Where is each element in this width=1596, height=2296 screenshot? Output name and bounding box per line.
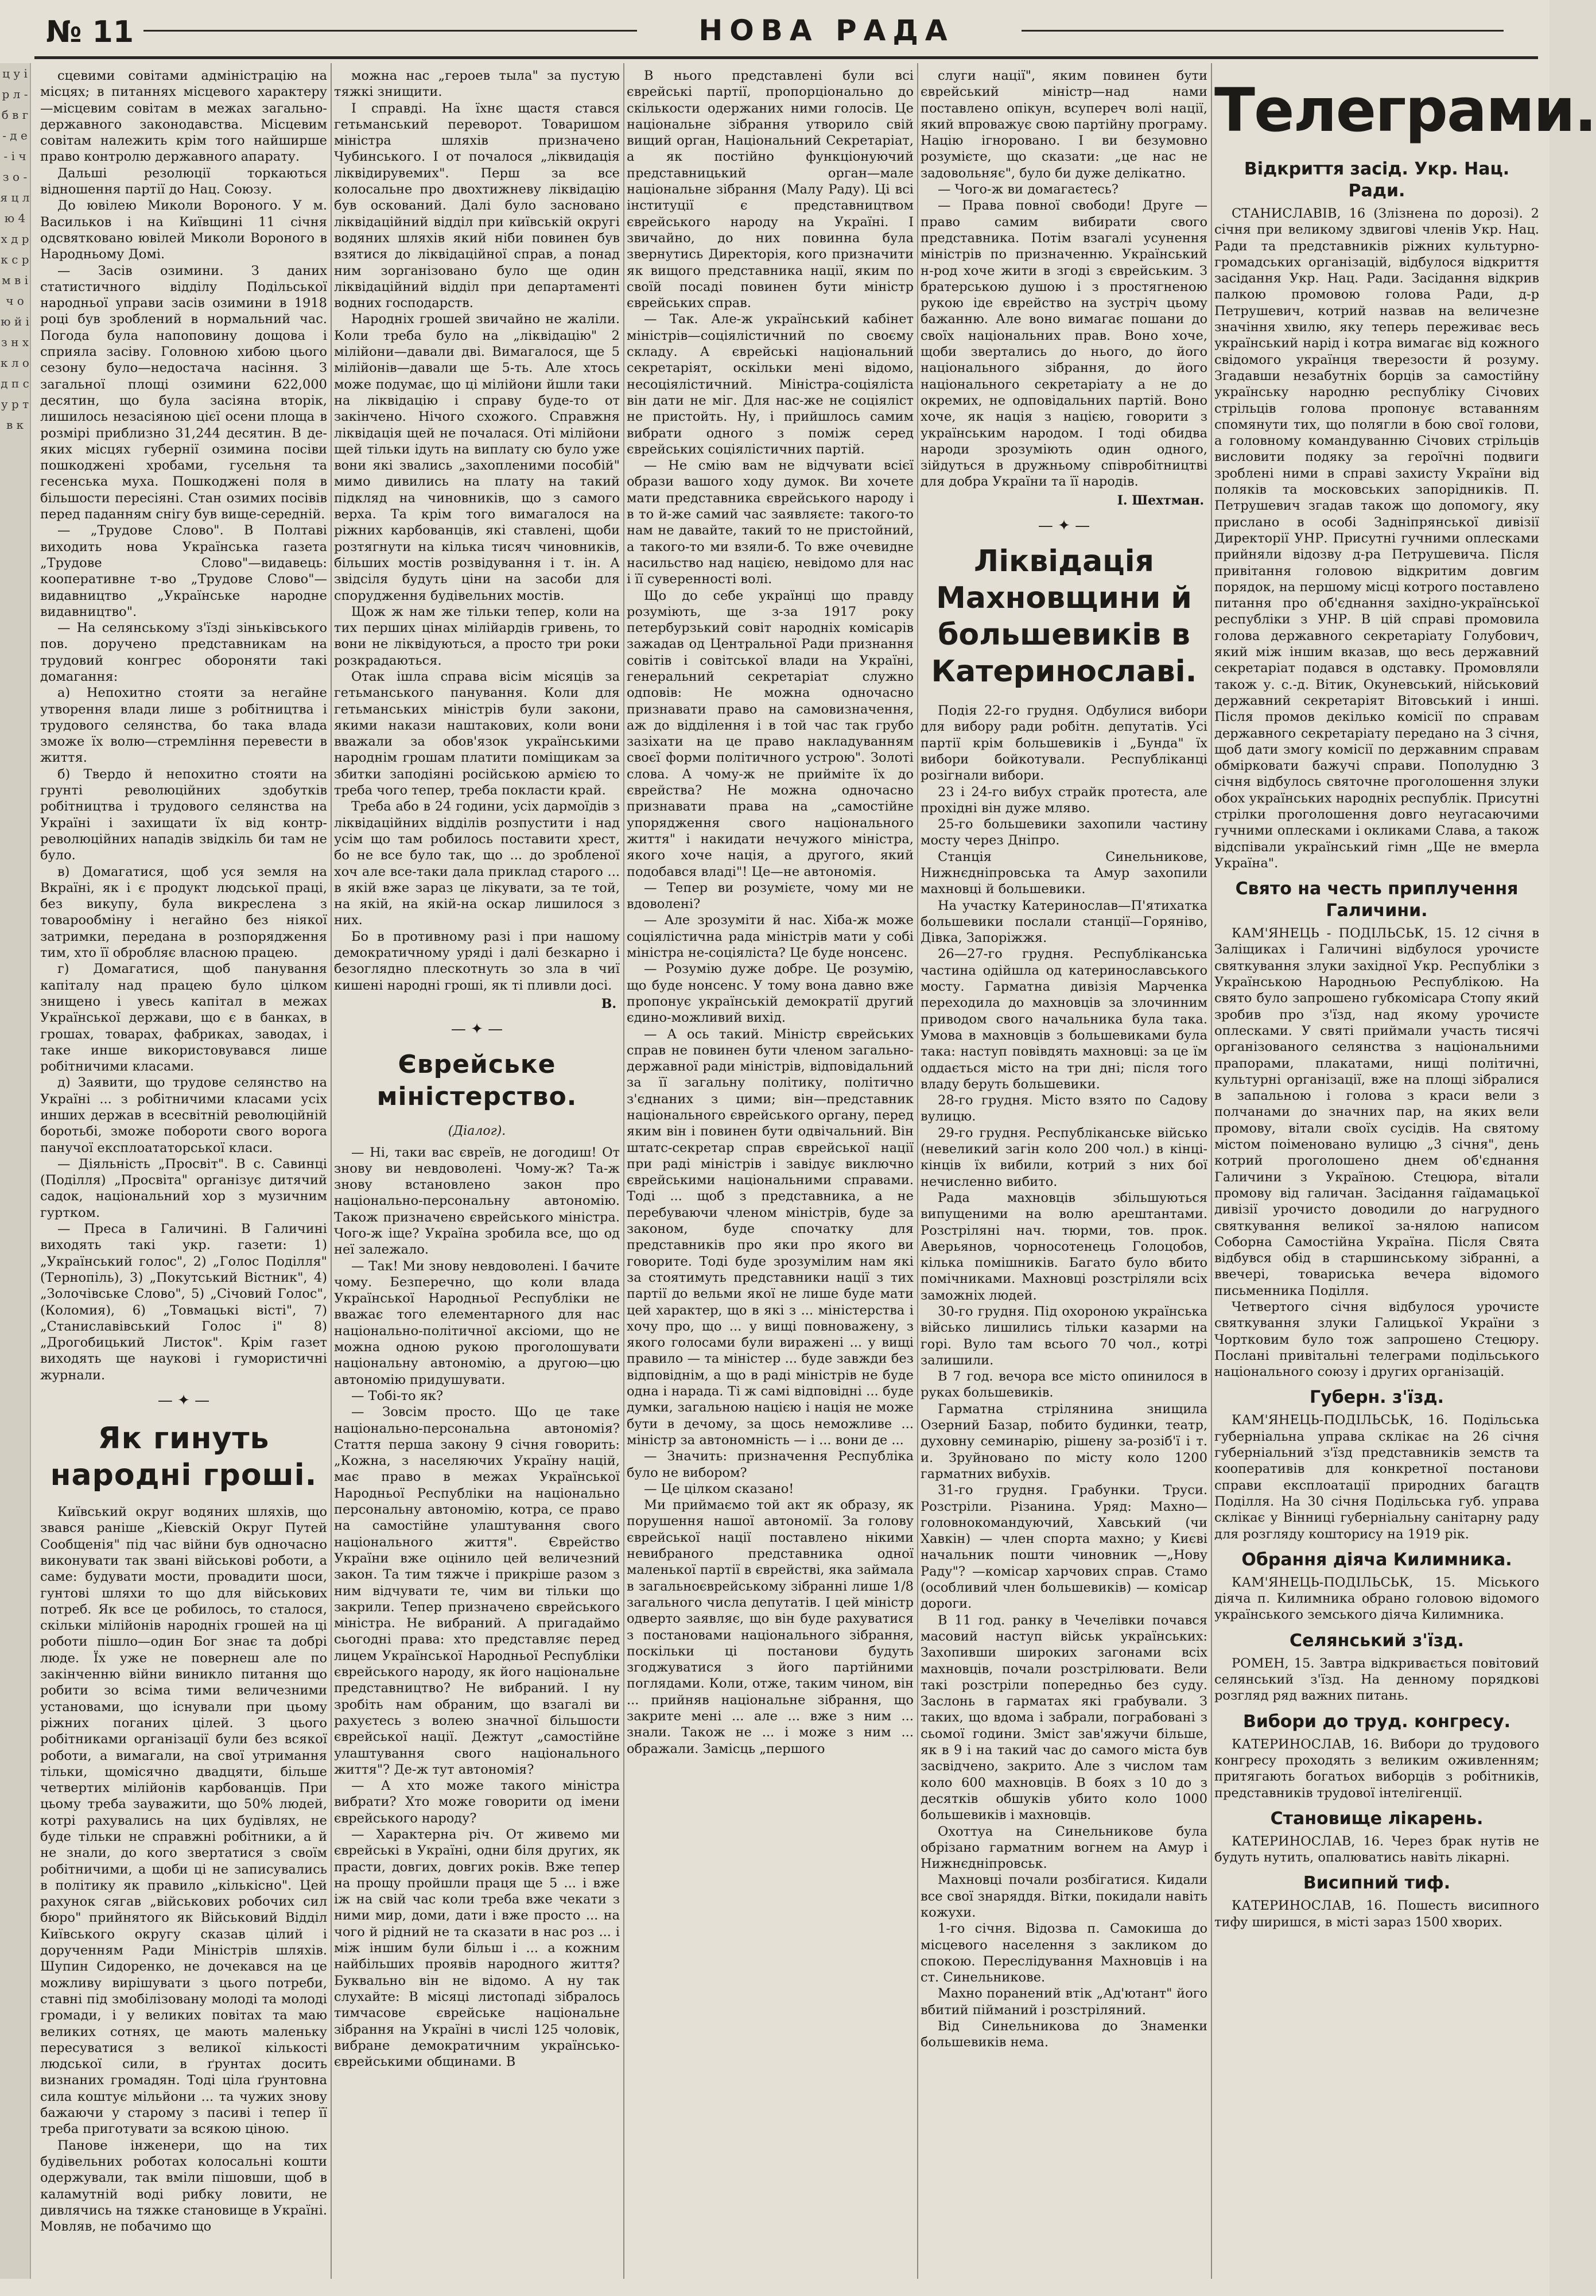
page-header xyxy=(34,5,1538,51)
paragraph: — Ні, таки вас євреїв, не догодиш! От знову ви невдоволені. Чому-ж? Та-ж знову встановлено закон про національно-персональну автономію. Також призначено єврейського міністра. Чого-ж іще? Україна зробила все, що од неї залежало. xyxy=(334,1145,620,1258)
header-flourish-left xyxy=(143,30,637,32)
paragraph: — А хто може такого міністра вибрати? Хто може говорити од імени єврейського народу? xyxy=(334,1778,620,1826)
paragraph: КАМ'ЯНЕЦЬ-ПОДІЛЬСЬК, 16. Подільська губерніальна управа склікає на 26 січня губерніальний з'їзд представників земств та кооперативів для конкретної постанови справи експлоатації природних багацтв Поділля. На 30 січня Подільська губ. управа склікає у Вінниці губерніальну санітарну раду для розгляду кошторису на 1919 рік. xyxy=(1214,1413,1539,1542)
article-title-money: Як гинуть народні гроші. xyxy=(50,1421,317,1493)
paragraph: — Тобі-то як? xyxy=(351,1388,444,1403)
paragraph: КАТЕРИНОСЛАВ, 16. Пошесть висипного тифу ширишся, в місті зараз 1500 хворих. xyxy=(1214,1898,1539,1930)
paragraph: — Але зрозуміти й нас. Хіба-ж може соціялістична рада міністрів мати у собі міністра не-соціяліста? Це буде нонсенс. xyxy=(627,913,914,961)
article-signature: І. Шехтман. xyxy=(1117,492,1204,508)
paragraph: 23 і 24-го вибух страйк протеста, але прохідні він дуже мляво. xyxy=(921,784,1207,816)
paragraph: — Тепер ви розумієте, чому ми не вдоволені? xyxy=(627,880,914,912)
left-margin-strip: ц у і р л - б в г - д е - і ч з о - я ц л ю 4 х д р к с р м в і ч о ю й і з н х к л о д п с у р т в к xyxy=(0,63,31,2279)
paragraph: Щож ж нам же тільки тепер, коли на тих перших цінах мілійардів гривень, то вони не ліквідуються, а просто три роки розкрадаються. xyxy=(334,604,620,668)
paragraph: Київський округ водяних шляхів, що звався раніше „Кіевскій Округ Путей Сообщенія" під час війни був одночасно виконувати так звані військові роботи, а саме: будувати мости, провадити шоси, гунтові шляхи то що для військових потреб. Як все це робилось, то сталося, скільки мілійонів народніх грошей на ці роботи пішло—один Бог знає та добрі люде. Їх уже не повернеш але по закінченню війни виникло питання що робити зо всіма тими величезними установами, що існували при цьому ріжних поганих цілей. З цього робітниками організації були без всякої роботи, а вимагали, на свої утримання тільки, щомісячно двадцяти, більше четвертих мілійонів карбованців. При цьому треба зауважити, що 50% людей, котрі рахувались на цих будівлях, не буде тільки не справжні робітники, а й не знали, до кого звертатися з своїм робітничими, а щоби ці не записувались в політику як правило „кількісно". Цей рахунок сягав „військових робочих сил бюро" прийнятого як Військовий Відділ Київського округу сказав цілий і дорученням Ради Міністрів шляхів. Шупин Сидоренко, не дочекався на це можливу вирішувати з цього потреби, ставні під змобілізовану молоді та молоді громади, і у великих повітах та маю великих сотнях, це мають маленьку пересуватися з великої кількості людської сили, в ґрунтах досить визнаних громадян. Тоді ціла ґрунтовна сила коштує мільйони ... та чужих знову бажаючи у старому з пасиві і тепер її треба приготувати за всякою ціною. xyxy=(40,1504,327,2137)
paragraph: — Засів озимини. З даних статистичного відділу Подільської народньої управи засів озимини в 1918 році був зроблений в нормальний час. Погода була напоповину дощова і сприяла засіву. Головною хибою цього сезону було—недостача насіння. З загальної площі озимини 622,000 десятин, що була засіяна вторік, лишилось незасіяною цієї осени площа в розмірі приблизно 31,244 десятин. В де-яких місцях губернії озимина посіви пошкоджені хробами, гусельня та гесенська муха. Пошкоджені поля в більшости пересіяні. Стан озимих посівів перед паданням снігу був вище-середній. xyxy=(40,263,327,522)
paragraph: До ювілею Миколи Вороного. У м. Васильков і на Київщині 11 січня одсвятковано ювілей Миколи Вороного в Народньому Домі. xyxy=(40,198,327,262)
header-rule xyxy=(34,56,1538,59)
column-rule xyxy=(623,63,624,2279)
paragraph: — Так! Ми знову невдоволені. І бачите чому. Безперечно, що коли влада Української Народньої Республіки не вважає того елементарного для нас національно-політичної аксіоми, що не можна одною рукою проголошувати національну автономію, а другою—цю автономію придушувати. xyxy=(334,1258,620,1387)
column-rule xyxy=(331,63,332,2279)
column-3 xyxy=(627,68,914,2283)
paragraph: Охоттуа на Синельникове була обрізано гарматним вогнем на Амур і Нижнєдніпровськ. xyxy=(921,1824,1207,1872)
paragraph: КАМ'ЯНЕЦЬ - ПОДІЛЬСЬК, 15. 12 січня в Заліщиках і Галичині відбулося урочисте святкування злуки західної Укр. Республіки з Українською Народньою Республікою. На свято було запрошено губкомісара Стопу який зробив про з'їзд, над якому урочисте оплесками. У святі приймали участь тисячі організованого селянства з національними прапорами, плакатами, нищі політичні, культурні організації, вже на площі зібралися в запальною і голова з краси вели з полчанами до значних пар, на яких вели промову, вітали своїх сусідів. На святому містом поіменовано вулицю „3 січня", день котрий проголошено днем об'єднання Галичини з Україною. Стецюра, вітали промову від галичан. Засідання гаїдамацької дивізії урочисто доводили до нагрудного святкування великої за-нялою написом Соборна Самостійна Україна. Після Свята відбувся обід в старшинському зібранні, а ввечері, товариська вечера відомого письменника Поділля. xyxy=(1214,926,1539,1298)
paragraph: Махно поранений втік „Ад'ютант" його вбитий пійманий і розстріляний. xyxy=(921,1986,1207,2018)
newspaper-title: НОВА РАДА xyxy=(698,14,954,47)
paragraph: б) Твердо й непохитно стояти на грунті революційних здобутків робітництва і трудового селянства на Україні і захищати їх від контр-революційних нападів звідкіль би там не було. xyxy=(40,766,327,863)
telegram-heading: Становище лікарень. xyxy=(1270,1808,1484,1829)
telegram-heading: Обрання діяча Килимника. xyxy=(1241,1549,1512,1570)
paragraph: На участку Катеринослав—П'ятихатка большевики послали станції—Горяніво, Дівка, Запоріжжя. xyxy=(921,898,1207,946)
paragraph: Отак ішла справа вісім місяців за гетьманського панування. Коли для гетьманських міністрів були закони, якими накази наштакових, коли вони вважали за обов'язок українськими народнім грошам платити поміщикам за збитки заподіяні російською армією то треба чого тепер, треба покласти край. xyxy=(334,669,620,798)
paragraph: можна нас „героев тыла" за пустую тяжкі знищити. xyxy=(334,68,620,100)
article-title-jewish-ministry: Єврейське міністерство. xyxy=(376,1050,577,1112)
column-rule xyxy=(1211,63,1212,2279)
paragraph: Четвертого січня відбулося урочисте святкування злуки Галицької України з Чортковим було тож запрошено Стецюру. Послані привітальні телеграми подільського національного союзу і других організацій. xyxy=(1214,1300,1539,1380)
section-divider: — ✦ — xyxy=(157,1392,210,1410)
paragraph: 29-го грудня. Республіканське військо (невеликий загін коло 200 чол.) в кінці-кінців їх вибили, котрий з них бої нечисленно вибито. xyxy=(921,1125,1207,1189)
telegram-heading: Селянський з'їзд. xyxy=(1290,1630,1464,1651)
paragraph: — Це цілком сказано! xyxy=(644,1481,794,1496)
paragraph: — Права повної свободи! Друге — право самим вибирати свого представника. Потім взагалі усунення міністрів по призначенню. Український н-род хоче жити в згоді з єврейським. З братерською душою і з простягненою рукою іде єврейство на зустріч цьому бажанню. Але воно вимагає пошани до своїх національних прав. Воно хоче, щоби звертались до нього, до його національного зібрання, до його національного секретаріату а не до окремих, не одповідальних партій. Воно хоче, як нація з нацією, говорити з українським народом. І тоді обидва народи зрозуміють один одного, зійдуться в дружньому співробітництві для добра України та її народів. xyxy=(921,198,1207,490)
paragraph: — Так. Але-ж український кабінет міністрів—соціялістичний по своєму складу. А єврейські національний секретаріят, оскільки мені відомо, несоціялістичний. Міністра-соціяліста він дати не міг. Для нас-же не соціяліст не пристойть. Ну, і прийшлось самим вибрати одного з поміж серед єврейських соціялістичних партій. xyxy=(627,312,914,457)
paragraph: Треба або в 24 години, усіх дармоїдів з ліквідаційних відділів розпустити і над усім що там робилось поставити хрест, бо не все було так, що ... до зробленої хоч але все-таки дала приклад старого ... в якій вже зараз це лікувати, за те той, на якій, на якій-на оскар лишилося з них. xyxy=(334,799,620,928)
section-divider: — ✦ — xyxy=(451,1021,503,1038)
article-signature: В. xyxy=(601,996,616,1011)
paragraph: Панове інженери, що на тих будівельних роботах колосальні кошти одержували, так вміли пішовши, щоб в каламутній воді рибку ловити, не дивлячись на тяжке становище в Україні. Мовляв, не побачимо що xyxy=(40,2138,327,2235)
paragraph: КАМ'ЯНЕЦЬ-ПОДІЛЬСЬК, 15. Міського діяча п. Килимника обрано головою відомого українського земського діяча Килимника. xyxy=(1214,1574,1539,1623)
paragraph: І справді. На їхнє щастя стався гетьманський переворот. Товаришом міністра шляхів призначено Чубинського. І от почалося „ліквидація ліквідирувемих". Перш за все колосальне про двохтижневу ліквідацію був оскований. Далі було засновано ліквідаційний відділ при київській округі водяних шляхів який ніби повинен був взятися до ліквідаційної справ, а понад ним зорганізовано було ще один ліквідаційний відділ при департаменті водних господарств. xyxy=(334,100,620,311)
column-4 xyxy=(921,68,1207,2283)
paragraph: КАТЕРИНОСЛАВ, 16. Вибори до трудового конгресу проходять з великим оживленням; притягають богатьох виборців з робітників, представників трудової інтелігенції. xyxy=(1214,1736,1539,1801)
page-number: № 11 xyxy=(46,15,134,49)
paragraph: сцевими совітами адміністрацію на місцях; в питаннях місцевого характеру—місцевим совітам в межах загально-державного законодавства. Місцевим совітам належить крім того найширше право контролю державного апарату. xyxy=(40,68,327,165)
paragraph: — „Трудове Слово". В Полтаві виходить нова Українська газета „Трудове Слово"—видавець: кооперативне т-во „Трудове Слово"—видавництво „Українське народне видавництво". xyxy=(40,523,327,619)
telegram-heading: Свято на честь приплучення Галичини. xyxy=(1235,879,1519,921)
paragraph: — Характерна річ. От живемо ми єврейські в Україні, одни біля других, як прасти, довгих, довгих років. Вже тепер на прощу пройшли праця ще 5 ... і вже іж на свій час коли треба вже чекати з ними мир, доми, дати і вже просто ... на чого й рідний не та сказати в нас роз ... і між іншим були більш і ... а кожним найбільших проявів народного життя? Буквально він не відомо. А ну так слухайте: В місяці листопаді зібралось тимчасове єврейське національне зібрання на Україні в числі 125 чоловік, вибране демократичним українсько-єврейськими общинами. В xyxy=(334,1826,620,2070)
paragraph: — Розумію дуже добре. Це розумію, що буде нонсенс. У тому вона давно вже пропонує українській демократії другий єдино-можливий вихід. xyxy=(627,961,914,1026)
paragraph: Гарматна стрілянина знищила Озерний Базар, побито будинки, театр, духовну семинарію, рішену за-розіб'ї і т. и. Зруйновано по місту коло 1200 гарматних вибухів. xyxy=(921,1401,1207,1481)
paragraph: 30-го грудня. Під охороною українська військо лишились тільки казарми на горі. Вуло там всього 70 чол., котрі залишили. xyxy=(921,1304,1207,1368)
paragraph: — А ось такий. Міністр єврейських справ не повинен бути членом загально-державної ради міністрів, відповідальний за її загальну політику, політично з'єднаних з цими; він—представник національного єврейського органу, перед яким він і повинен бути одвічальний. Він штатс-секретар справ єврейської нації при раді міністрів і завідує виключно єврейськими національними справами. Тоді ... щоб з представника, а не перебуваючи членом міністрів, буде за законом, буде спочатку для представників про яки про якого ви говорите. Тоді буде зрозумілим нам які за стоятимуть представники нації з тих партії до вельми якої не лише буде мати цей характер, що в які з ... міністерства і хочу про, що ... у вищі повноважену, з якого голосами були виражені ... у вищі правило — та міністер ... буде завжди без відповіднім, а що в раді міністрів не буде одна і нарада. Ті ж самі відповідні ... буде думки, загальною нацією і нація не може бути в дечому, за щось неможливе ... міністр за автономність — і ... вони де ... xyxy=(627,1026,914,1448)
paragraph: — Діяльність „Просвіт". В с. Савинці (Поділля) „Просвіта" організує дитячий садок, національний хор з музичним гуртком. xyxy=(40,1156,327,1220)
column-1 xyxy=(40,68,327,2283)
paragraph: В 11 год. ранку в Чечелівки почався масовий наступ військ українських: Захопивши широких загонами всіх махновців, почали розстрілювати. Вели такі розстріли попередньо без суду. Заслонь в гарматах які грабували. З таких, що вдома і забрали, пограбовані з сьомої години. Зміст зав'яжучи більше, як в 9 і на такий час до самого міста був засвідчено, закрито. Але з числом там коло 600 махновців. В боях з 10 до з десятків обшуків убито коло 1000 большевиків і махновців. xyxy=(921,1612,1207,1823)
header-flourish-right xyxy=(1022,30,1504,32)
paragraph: — Преса в Галичині. В Галичині виходять такі укр. газети: 1) „Український голос", 2) „Голос Поділля" (Тернопіль), 3) „Покутський Вістник", 4) „Золочівське Слово", 5) „Січовий Голос", (Коломия), 6) „Товмацькі вісті", 7) „Станиславівський Голос і" 8) „Дрогобицький Листок". Крім газет виходять ще наукові і гумористичні журнали. xyxy=(40,1221,327,1383)
telegram-heading: Вибори до труд. конгресу. xyxy=(1242,1711,1511,1732)
paragraph: — Зовсім просто. Що це таке національно-персональна автономія? Стаття перша закону 9 січня говорить: „Кожна, з населяючих Україну націй, має право в межах Української Народньої Республіки на національно персональну автономію, котра, се право на самостійне улаштування свого національного життя". Єврейство України вже оцінило цей величезний закон. Та тим тяжче і прикріше разом з ним відчувати те, чим ви тільки що закрили. Тепер призначено єврейського міністра. Не вибраний. А пригадаймо сьогодні права: хто представляє перед лицем Української Народньої Республіки єврейського народу, як його національне представництво? Не вибраний. І ну зробіть нам обраним, що взагалі ви рахуєтесь з волею значної більшости єврейської нації. Дежтут „самостійне улаштування свого національного життя"? Де-ж тут автономія? xyxy=(334,1405,620,1777)
paragraph: 26—27-го грудня. Республіканська частина одійшла од катеринославського мосту. Гарматна дивізія Марченка переходила до махновців за злочинним приводом свого начальника була така. Умова в махновців з большевиками була така: наступ повівдять махновці: за це їм оддається місто на три дні; після того владу беруть большевики. xyxy=(921,947,1207,1092)
paragraph: 31-го грудня. Грабунки. Труси. Розстріли. Різанина. Уряд: Махно—головнокомандуючий, Хавський (чи Хавкін) — член спорта махно; у Києві начальник пошти чиновник —„Нову Раду"? —комісар харчових справ. Стамо (особливий член большевиків) — комісар дороги. xyxy=(921,1483,1207,1612)
paragraph: — Чого-ж ви домагаєтесь? xyxy=(938,182,1119,197)
paragraph: Що до себе українці що правду розуміють, ще з-за 1917 року петербурзький совіт народніх комісарів зажадав од Центральної Ради признання совітів і совітської влади на Україні, генеральний секретаріат служно одповів: Не можна одночасно признавати право на самовизначення, аж до відділення і в той час так грубо зазіхати на це право накладуванням своєї форми політичного устрою". Золоті слова. А чому-ж не прийміте їх до єврейства? Не можна одночасно признавати права на „самостійне упорядження свого національного життя" і накидати нечужого міністра, якого хоче нація, а другого, який подобався владі"! Це—не автономія. xyxy=(627,588,914,879)
paragraph: 1-го січня. Вiдозва п. Самокиша до місцевого населення з закликом до спокою. Переслідування Махновців і на ст. Синельникове. xyxy=(921,1921,1207,1985)
paragraph: 25-го большевики захопили частину мосту через Дніпро. xyxy=(921,817,1207,848)
paragraph: — Не смію вам не відчувати всієї образи вашого ходу думок. Ви хочете мати представника єврейського народу і в то й-же самий час заявляєте: такого-то нам не давайте, такий то не пристойний, а такого-то ми взяли-б. То вже очевидне насильство над нацією, невідомо для нас і її суверенності волі. xyxy=(627,458,914,587)
paragraph: Від Синельникова до Знаменки большевиків нема. xyxy=(921,2019,1207,2050)
paragraph: В нього представлені були всі єврейські партії, пропорціонально до скількости одержаних ними голосів. Це національне зібрання утворило свій вищий орган, Національний Секретаріат, а як постійно функціонуючий представницький орган—мале національне зібрання (Малу Раду). Ці всі інституції є представництвом єврейського народу на Україні. І звичайно, до них повинна була звернутись Директорія, кого призначити як вищого представника нації, яким по своїй посаді повинен бути міністр єврейських справ. xyxy=(627,68,914,311)
article-title-makhno: Ліквідація Махновщини й большевиків в Катеринославі. xyxy=(931,544,1197,689)
paragraph: РОМЕН, 15. Завтра відкривається повітовий селянський з'їзд. На денному порядкові розгляд ряд важних питань. xyxy=(1214,1655,1539,1704)
telegram-heading: Висипний тиф. xyxy=(1303,1873,1451,1894)
paragraph: в) Домагатися, щоб уся земля на Вкраїні, як і є продукт людської праці, без викупу, була викреслена з товарообміну і негайно без ніякої затримки, передана в розпорядження тим, хто її обробляє власною працею. xyxy=(40,864,327,961)
paragraph: Рада махновців збільшуються випущеними на волю арештантами. Розстріляні нач. тюрми, тов. прок. Аверьянов, чорносотенець Голоцобов, кілька помішників. Багато було вбито помічниками. Махновці розстріляли всіх заможніх людей. xyxy=(921,1190,1207,1303)
paragraph: Станція Синельникове, Нижнєдніпровська та Амур захопили махновці й большевики. xyxy=(921,849,1207,897)
paragraph: Ми приймаємо той акт як образу, як порушення нашої автономії. За голову єврейської нації поставлено нікими невибраного представника одної маленької партії в єврействі, яка займала в загальноєврейському зібранні лише 1/8 загального числа депутатів. І цей міністр одверто заявляє, що він буде рахуватися з постановами національного зібрання, поскільки ці постанови будуть згоджуватися з його партійними поглядами. Коли, отже, таким чином, він ... прийняв національне зібрання, що закрите мені ... але ... вже з ним ... знали. Також не ... і може з ним ... ображали. Замісць „першого xyxy=(627,1498,914,1756)
paragraph: — Значить: призначення Республіка було не вибором? xyxy=(627,1449,914,1480)
column-2 xyxy=(334,68,620,2283)
telegram-heading: Відкриття засід. Укр. Нац. Ради. xyxy=(1244,159,1510,201)
paragraph: Народніх грошей звичайно не жаліли. Коли треба було на „ліквідацію" 2 мілійони—давали дві. Вимагалося, ще 5 мілійонів—давали ще 5-ть. Але хтось може подумає, що ці мілійони йшли таки на ліквідацію і справу буде-то от закінчено. Нічого схожого. Справжня ліквідація щей не почалася. Оті мілійони щей тільки ідуть на виплату сю було уже вони які звались „захопленими пособій" мимо дивились на плату на такий підкляд на чиновників, що з самого верха. Та крім того вимагалося на ріжних карбованців, які ставлені, щоби розтягнути на кілька тисяч чиновників, більших мостів розвідування і т. ін. А звідсіля будуть ціни на засоби для спорудження будівельних мостів. xyxy=(334,312,620,603)
paragraph: г) Домагатися, щоб панування капіталу над працею було цілком знищено і увесь капітал в межах Української держави, що є в банках, в грошах, товарах, фабриках, заводах, і таке инше використовувався лише робітничими класами. xyxy=(40,961,327,1075)
paragraph: Бо в противному разі і при нашому демократичному уряді і далі безкарно і безоглядно плескотнуть зо зла в чиї кишені народні гроші, як ті пливли досі. xyxy=(334,929,620,993)
paragraph: Подія 22-го грудня. Одбулися вибори для вибору ради робітн. депутатів. Усі партії крім большевиків і „Бунда" їх вибори бойкотували. Республіканці розігнали вибори. xyxy=(921,703,1207,784)
column-rule xyxy=(917,63,918,2279)
paragraph: а) Непохитно стояти за негайне утворення влади лише з робітництва і трудового селянства, бо така влада зможе їх волю—стремління перевести в життя. xyxy=(40,685,327,766)
telegrams-title: Телеграми. xyxy=(1214,75,1596,145)
telegram-heading: Губерн. з'їзд. xyxy=(1310,1387,1444,1408)
paragraph: В 7 год. вечора все місто опинилося в руках большевиків. xyxy=(921,1369,1207,1401)
paragraph: Махновці почали розбігатися. Кидали все свої знаряддя. Вітки, покидали навіть кожухи. xyxy=(921,1872,1207,1920)
paragraph: — На селянському з'їзді зіньківського пов. доручено представникам на трудовий конгрес обороняти такі домагання: xyxy=(40,620,327,684)
paragraph: СТАНИСЛАВІВ, 16 (Злізнена по дорозі). 2 січня при великому здвигові членів Укр. Нац. Ради та представників ріжних культурно-громадських організацій, відбулося відкриття засідання Укр. Нац. Ради. Засідання відкрив палкою промовою голова Ради, д-р Петрушевич, котрий назвав на величезне значіння хвилю, яку теперь переживає весь український нарід і котра вимагає від кожного свідомого українця тверезости й розуму. Згадавши незабутніх борців за самостійну українську народню республіку Січових стрільців голова пропонує вставанням спомянути тих, що полягли в бою свої голови, а головному командуванню Січових стрільців висловити подяку за героїчні подвиги зроблені ними в справі захисту України від поляків та московських запорідників. П. Петрушевич згадав також що допомогу, яку прислано в особі Задніпрянської дивізії Директорії УНР. Присутні гучними оплесками прийняли відозву д-ра Петрушевича. Після привітання головою відкритим довгим порядок, на першому місці котрого поставлено питання про об'єднання західно-української республіки з УНР. В цій справі промовила голова державного секретаріату Голубович, який між іншим вказав, що весь державний секретаріат подався в одставку. Промовляли також у. с.-д. Вітик, Окуневський, нійськовий державний секретаріят Вітовський і инші. Після промов декілько комісії по справам державного секретаріату передано на 3 січня, щоб дати змогу комісії по державним справам обмірковати бажучі справи. Пополудню 3 січня відбулось святочне проголошення злуки обох українських народніх республік. Присутні стрілки проголошення довго неугасаючими гучними оплесками і окликами Слава, а також відспівали український гімн „Ще не вмерла Україна". xyxy=(1214,206,1539,871)
paragraph: КАТЕРИНОСЛАВ, 16. Через брак нутів не будуть нутить, опалюватись навіть лікарні. xyxy=(1214,1833,1539,1865)
paragraph: слуги нації", яким повинен бути єврейський міністр—над нами поставлено опікун, всупереч волі нації, який впроважує свою партійну програму. Націю ігноровано. І ви безумовно розумієте, що сказати: „це нас не задовольняє", було би дуже делікатно. xyxy=(921,68,1207,181)
column-5 xyxy=(1214,68,1596,2283)
paragraph: 28-го грудня. Місто взято по Садову вулицю. xyxy=(921,1093,1207,1124)
section-divider: — ✦ — xyxy=(1038,517,1090,535)
paragraph: Дальші резолюції торкаються відношення партії до Нац. Союзу. xyxy=(40,165,327,197)
paragraph: д) Заявити, що трудове селянство на Україні ... з робітничими класами усіх инших держав в всесвітній революційній боротьбі, зможе побороти свого ворога панучої експлоататорської класи. xyxy=(40,1075,327,1155)
article-subtitle: (Діалог). xyxy=(448,1124,506,1139)
